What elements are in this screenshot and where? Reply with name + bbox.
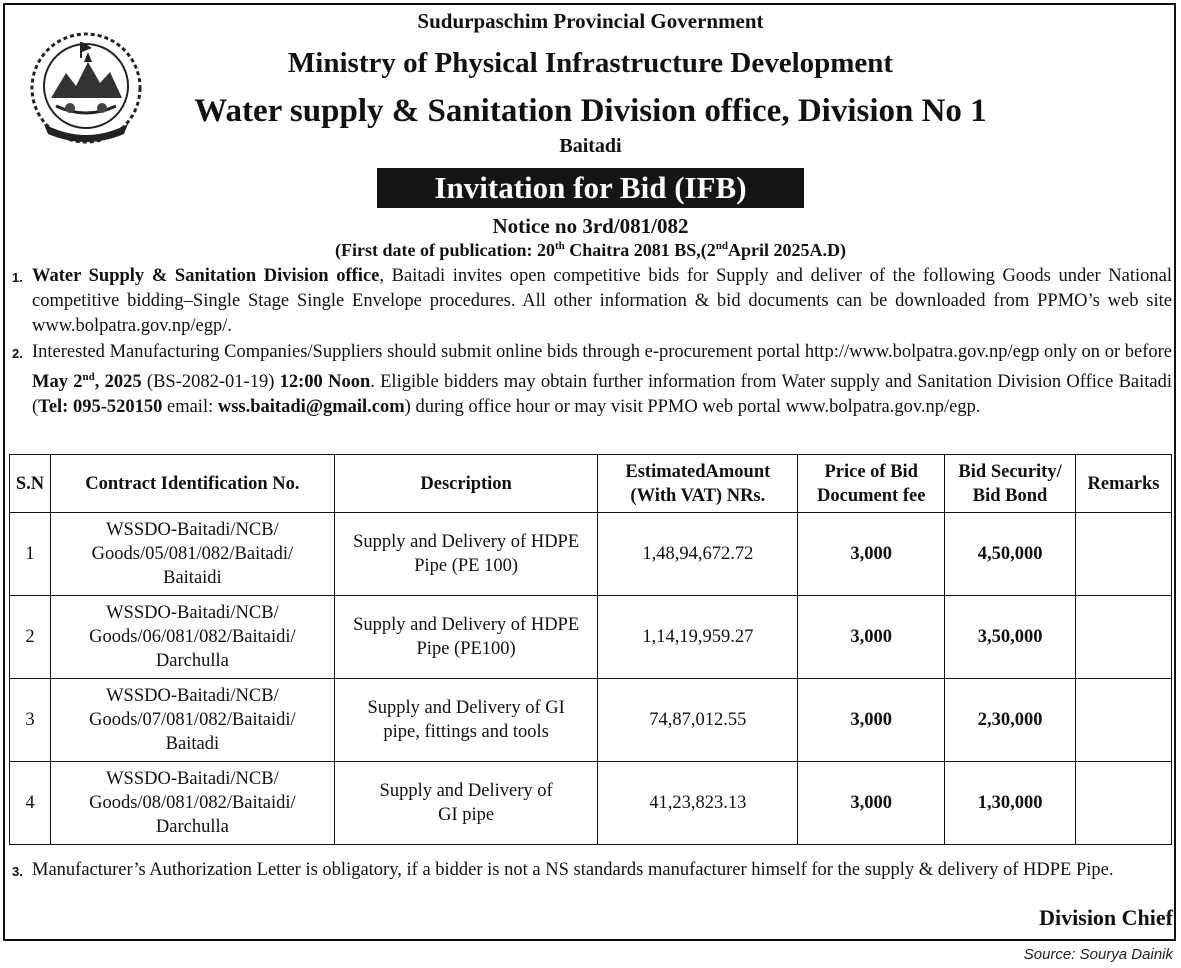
table-row: 3 WSSDO-Baitadi/NCB/ Goods/07/081/082/Baitaidi/ Baitadi Supply and Delivery of GI pipe, fittings and tools 74,87,012.55 3,000 2,30,000 xyxy=(10,679,1172,762)
ministry-name: Ministry of Physical Infrastructure Development xyxy=(287,47,894,79)
paragraph-number: 1. xyxy=(12,270,23,285)
paragraph-number: 3. xyxy=(12,864,23,879)
deadline-date: May 2nd, 2025 xyxy=(32,371,142,393)
col-description: Description xyxy=(334,455,598,513)
office-name: Water supply & Sanitation Division office, Division No 1 xyxy=(194,93,987,129)
notice-number: Notice no 3rd/081/082 xyxy=(492,214,689,238)
ifb-banner: Invitation for Bid (IFB) xyxy=(377,168,804,208)
paragraph-1: 1. Water Supply & Sanitation Division office, Baitadi invites open competitive bids for Supply and deliver of the following Goods under National competitive bidding–Single Stage Single Envelope procedures. All other information & bid documents can be downloaded from PPMO’s web site www.bolpatra.gov.np/egp/. xyxy=(12,266,1172,336)
bid-table xyxy=(9,454,1172,845)
table-row: 4 WSSDO-Baitadi/NCB/ Goods/08/081/082/Baitaidi/ Darchulla Supply and Delivery of GI pipe 41,23,823.13 3,000 1,30,000 xyxy=(10,762,1172,845)
source-credit: Source: Sourya Dainik xyxy=(1023,946,1173,963)
publication-date: (First date of publication: 20th Chaitra 2081 BS,(2ndApril 2025A.D) xyxy=(334,240,847,260)
table-header-row xyxy=(10,455,1172,513)
table-row: 1 WSSDO-Baitadi/NCB/ Goods/05/081/082/Baitadi/ Baitaidi Supply and Delivery of HDPE Pipe (PE 100) 1,48,94,672.72 3,000 4,50,000 xyxy=(10,513,1172,596)
col-amount: EstimatedAmount (With VAT) NRs. xyxy=(598,455,798,513)
paragraph-3: 3. Manufacturer’s Authorization Letter is obligatory, if a bidder is not a NS standards manufacturer himself for the supply & delivery of HDPE Pipe. xyxy=(12,858,1172,883)
col-security: Bid Security/ Bid Bond xyxy=(945,455,1076,513)
col-sn: S.N xyxy=(10,455,51,513)
col-remarks: Remarks xyxy=(1076,455,1172,513)
office-location: Baitadi xyxy=(559,135,622,157)
col-fee: Price of Bid Document fee xyxy=(798,455,945,513)
paragraph-number: 2. xyxy=(12,346,23,361)
col-contract: Contract Identification No. xyxy=(50,455,334,513)
paragraph-2: 2. Interested Manufacturing Companies/Suppliers should submit online bids through e-procurement portal http://www.bolpatra.gov.np/egp only on or before May 2nd, 2025 (BS-2082-01-19) 12:00 Noon. Eligible bidders may obtain further information from Water supply and Sanitation Division Office Baitadi (Tel: 095-520150 email: wss.baitadi@gmail.com) during office hour or may visit PPMO web portal www.bolpatra.gov.np/egp. xyxy=(12,342,1172,418)
table-row: 2 WSSDO-Baitadi/NCB/ Goods/06/081/082/Baitaidi/ Darchulla Supply and Delivery of HDPE Pipe (PE100) 1,14,19,959.27 3,000 3,50,000 xyxy=(10,596,1172,679)
government-name: Sudurpaschim Provincial Government xyxy=(417,9,764,33)
nepal-government-emblem-icon xyxy=(26,28,146,148)
email: wss.baitadi@gmail.com xyxy=(217,397,405,418)
telephone: Tel: 095-520150 xyxy=(38,397,163,418)
signature-title: Division Chief xyxy=(1039,905,1173,930)
deadline-time: 12:00 Noon xyxy=(279,372,371,393)
